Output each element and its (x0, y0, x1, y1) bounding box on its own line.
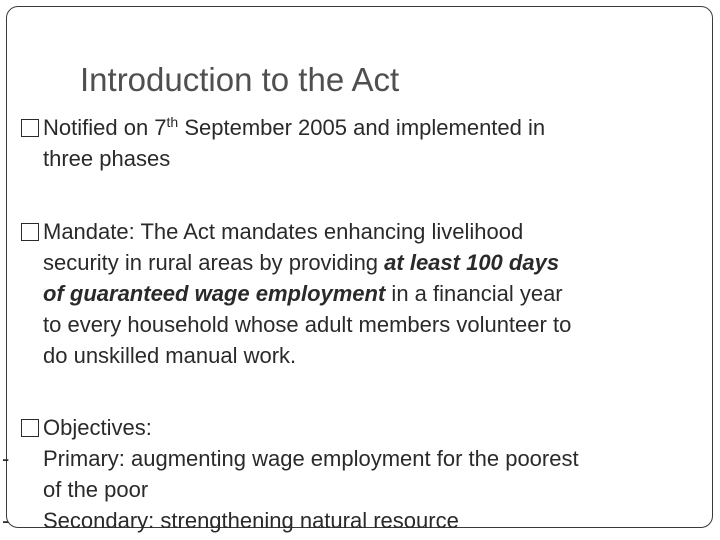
text-line: - Primary: augmenting wage employment for the poorest (21, 443, 711, 474)
dash-bullet: - (2, 446, 10, 471)
square-bullet-icon (21, 119, 39, 137)
text-line: do unskilled manual work. (43, 343, 297, 368)
text-line: Notified on 7th September 2005 and implemented in (21, 112, 711, 143)
text-line: Objectives: (21, 412, 711, 443)
square-bullet-icon (21, 419, 39, 437)
bullet-notified (21, 112, 711, 174)
slide-title: Introduction to the Act (80, 61, 400, 98)
square-bullet-icon (21, 223, 39, 241)
emphasis-text: of (43, 281, 70, 306)
text-line: three phases (43, 146, 171, 171)
bullet-objectives (2, 412, 711, 536)
text-line: to every household whose adult members volunteer to (43, 312, 572, 337)
bullet-mandate (21, 216, 711, 371)
text-line: - Secondary: strengthening natural resource (21, 505, 711, 536)
text-line: of guaranteed wage employment in a financial year (43, 281, 563, 306)
dash-bullet: - (2, 508, 10, 533)
text-line: of the poor (43, 477, 149, 502)
emphasis-text: at least 100 days (384, 250, 560, 275)
text-line: Mandate: The Act mandates enhancing livelihood (21, 216, 711, 247)
text-line: security in rural areas by providing at least 100 days (43, 250, 560, 275)
emphasis-text: guaranteed wage employment (69, 281, 386, 306)
